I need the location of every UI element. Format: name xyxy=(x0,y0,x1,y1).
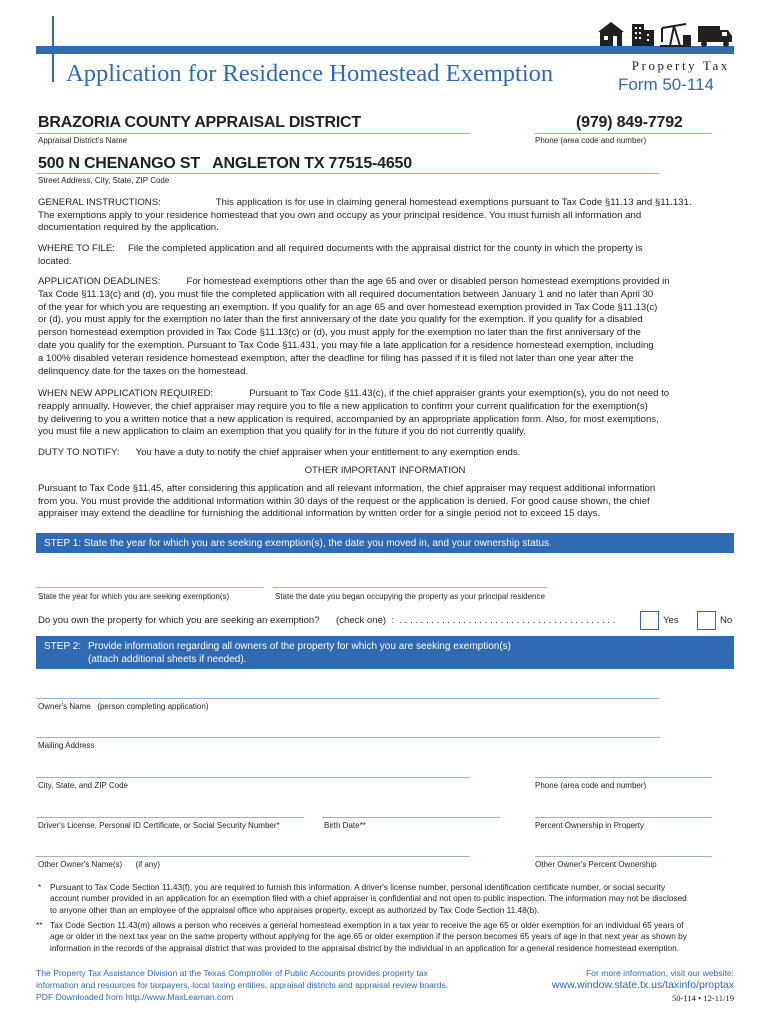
website-link[interactable]: www.window.state.tx.us/taxinfo/proptax xyxy=(551,979,734,991)
percent-ownership-label: Percent Ownership in Property xyxy=(535,821,644,830)
duty-to-notify: DUTY TO NOTIFY: You have a duty to notify the chief appraiser when your entitlement to any exemption ends. xyxy=(38,447,521,458)
other-info-heading: OTHER IMPORTANT INFORMATION xyxy=(304,465,466,476)
birth-date-field[interactable] xyxy=(322,817,500,818)
district-name: BRAZORIA COUNTY APPRAISAL DISTRICT xyxy=(38,114,361,131)
mailing-address-label: Mailing Address xyxy=(38,741,95,750)
owner-phone-label: Phone (area code and number) xyxy=(535,781,647,790)
footnote-star-mark: * xyxy=(38,882,42,892)
step2-header xyxy=(36,636,734,669)
district-address-label: Street Address, City, State, ZIP Code xyxy=(38,176,170,185)
district-name-label: Appraisal District's Name xyxy=(38,136,128,145)
where-to-file: WHERE TO FILE: File the completed application and all required documents with the appraisal district for the county in which the property is located. xyxy=(38,243,643,267)
birth-date-label: Birth Date** xyxy=(324,821,366,830)
application-deadlines: APPLICATION DEADLINES: For homestead exemptions other than the age 65 and over or disabled person homestead exemptions provided in Tax Code §11.13(c) and (d), you must file the completed application with all required documentation between January 1 and no later than April 30 of the year for which you are requesting an exemption. If you qualify for an age 65 and over homestead exemption provided in Tax Code §11.13(c) or (d), you must apply for the exemption no later than the first anniversary of the date you qualify for the exemption. If you qualify for a disabled person homestead exemption provided in Tax Code §11.13(c) or (d), you must apply for the exemption no later than the first anniversary of the date you qualify for the exemption. Pursuant to Tax Code §11.431, you may file a late application for a residence homestead exemption, including a 100% disabled veteran residence homestead exemption, after the deadline for filing has passed if it is filed not later than one year after the delinquency date for the taxes on the homestead. xyxy=(38,276,670,377)
occupancy-date-field[interactable] xyxy=(273,587,547,588)
ownership-yes-label: Yes xyxy=(663,615,679,626)
general-instructions-heading: GENERAL INSTRUCTIONS: xyxy=(38,197,161,208)
renew-heading: WHEN NEW APPLICATION REQUIRED: xyxy=(38,388,214,399)
owner-phone-field[interactable] xyxy=(535,777,712,778)
check-one: (check one) : . . . . . . . . . . . . . . . . . . . . . . . . . . . . . . . . . . . . . . . . . xyxy=(336,615,616,626)
district-phone-label: Phone (area code and number) xyxy=(535,136,647,145)
where-to-file-heading: WHERE TO FILE: xyxy=(38,243,115,254)
ownership-no-label: No xyxy=(720,615,733,626)
footer-pdf-source-link[interactable]: PDF Downloaded from http://www.MaxLeaman.com xyxy=(36,992,234,1002)
footnote-confidential: * Pursuant to Tax Code Section 11.43(f), you are required to furnish this information. A driver's license number, personal identification certificate number, or social security account number provided in an application for an exemption filed with a chief appraiser is confidential and not open to public inspection. The information may not be disclosed to anyone other than an employee of the appraisal office who appraises property, except as authorized by Tax Code Section 11.48(b). xyxy=(38,882,687,915)
form-revision: 50-114 • 12-11/19 xyxy=(671,993,734,1003)
truck-icon xyxy=(698,26,732,47)
building-icon xyxy=(632,24,654,46)
footer-website: For more information, visit our website: www.window.state.tx.us/taxinfo/proptax 50-114 • 12-11/19 xyxy=(551,968,734,1003)
exemption-year-label: State the year for which you are seeking exemption(s) xyxy=(38,592,230,601)
other-owner-names-field[interactable] xyxy=(36,856,470,857)
ownership-question: Do you own the property for which you are seeking an exemption? xyxy=(38,615,320,626)
step1-heading: STEP 1: State the year for which you are seeking exemption(s), the date you moved in, and your ownership status. xyxy=(44,538,552,549)
district-phone: (979) 849-7792 xyxy=(576,114,683,131)
house-icon xyxy=(598,22,624,46)
exemption-year-field[interactable] xyxy=(36,587,264,588)
license-id-field[interactable] xyxy=(36,817,304,818)
district-phone-field[interactable] xyxy=(535,133,712,134)
form-category: Property Tax xyxy=(631,58,730,73)
step2-heading: Provide information regarding all owners of the property for which you are seeking exemption(s) xyxy=(88,641,511,652)
other-important-information: Pursuant to Tax Code §11.45, after considering this application and all relevant information, the chief appraiser may request additional information from you. You must provide the additional information within 30 days of the request or the application is denied. For good cause shown, the chief appraiser may extend the deadline for furnishing the additional information by written order for a single period not to exceed 15 days. xyxy=(38,483,656,520)
ownership-no-checkbox[interactable] xyxy=(697,611,716,630)
step1-header xyxy=(36,533,734,553)
ownership-yes-checkbox[interactable] xyxy=(640,611,659,630)
district-name-field[interactable] xyxy=(36,133,470,134)
general-instructions: GENERAL INSTRUCTIONS: This application is for use in claiming general homestead exemptions pursuant to Tax Code §11.13 and §11.131. The exemptions apply to your residence homestead that you own and occupy as your principal residence. You must furnish all information and documentation required by the application. xyxy=(38,197,692,234)
step2-heading-note: (attach additional sheets if needed). xyxy=(88,653,247,665)
step2-number: STEP 2: xyxy=(44,641,82,652)
other-owner-percent-label: Other Owner's Percent Ownership xyxy=(535,860,657,869)
other-owner-names-label: Other Owner's Name(s) (if any) xyxy=(38,860,160,869)
form-number: Form 50-114 xyxy=(617,75,714,94)
city-state-zip-label: City, State, and ZIP Code xyxy=(38,781,128,790)
page-title: Application for Residence Homestead Exemption xyxy=(66,60,554,87)
owner-name-label: Owner's Name (person completing application) xyxy=(38,702,209,711)
duty-heading: DUTY TO NOTIFY: xyxy=(38,447,120,458)
oil-pump-icon xyxy=(660,24,690,46)
owner-name-field[interactable] xyxy=(36,698,660,699)
footnote-double-star-mark: ** xyxy=(36,920,43,930)
district-address-field[interactable] xyxy=(36,173,660,174)
header-icons xyxy=(596,18,734,48)
city-state-zip-field[interactable] xyxy=(36,777,470,778)
new-application-required: WHEN NEW APPLICATION REQUIRED: Pursuant to Tax Code §11.43(c), if the chief appraiser grants your exemption(s), you do not need to reapply annually. However, the chief appraiser may require you to file a new application to confirm your current qualification for the exemption(s) by delivering to you a written notice that a new application is required, accompanied by an appropriate application form. Also, for most exemptions, you must file a new application to claim an exemption that you qualify for in the future if you do not currently qualify. xyxy=(38,388,670,438)
license-id-label: Driver's License, Personal ID Certificate, or Social Security Number* xyxy=(38,821,280,830)
footer-description: The Property Tax Assistance Division at the Texas Comptroller of Public Accounts provides property tax xyxy=(36,968,428,978)
occupancy-date-label: State the date you began occupying the property as your principal residence xyxy=(275,592,545,601)
mailing-address-field[interactable] xyxy=(36,737,660,738)
deadlines-heading: APPLICATION DEADLINES: xyxy=(38,276,161,287)
other-owner-percent-field[interactable] xyxy=(535,856,712,857)
percent-ownership-field[interactable] xyxy=(535,817,712,818)
footnote-age65: ** Tax Code Section 11.43(m) allows a person who receives a general homestead exemption in a tax year to receive the age 65 or older exemption for an individual 65 years of age or older in the next tax year on the same property without applying for the age 65 or older exemption if the person becomes 65 years of age in that next year as shown by information in the records of the appraisal district that was provided to the appraisal district by the individual in an application for a general residence homestead exemption. xyxy=(36,920,687,953)
district-address: 500 N CHENANGO ST ANGLETON TX 77515-4650 xyxy=(38,155,412,172)
footer-info: The Property Tax Assistance Division at the Texas Comptroller of Public Accounts provides property tax information and resources for taxpayers, local taxing entities, appraisal districts and appraisal review boards. PDF Downloaded from http://www.MaxLeaman.com xyxy=(36,968,449,1002)
